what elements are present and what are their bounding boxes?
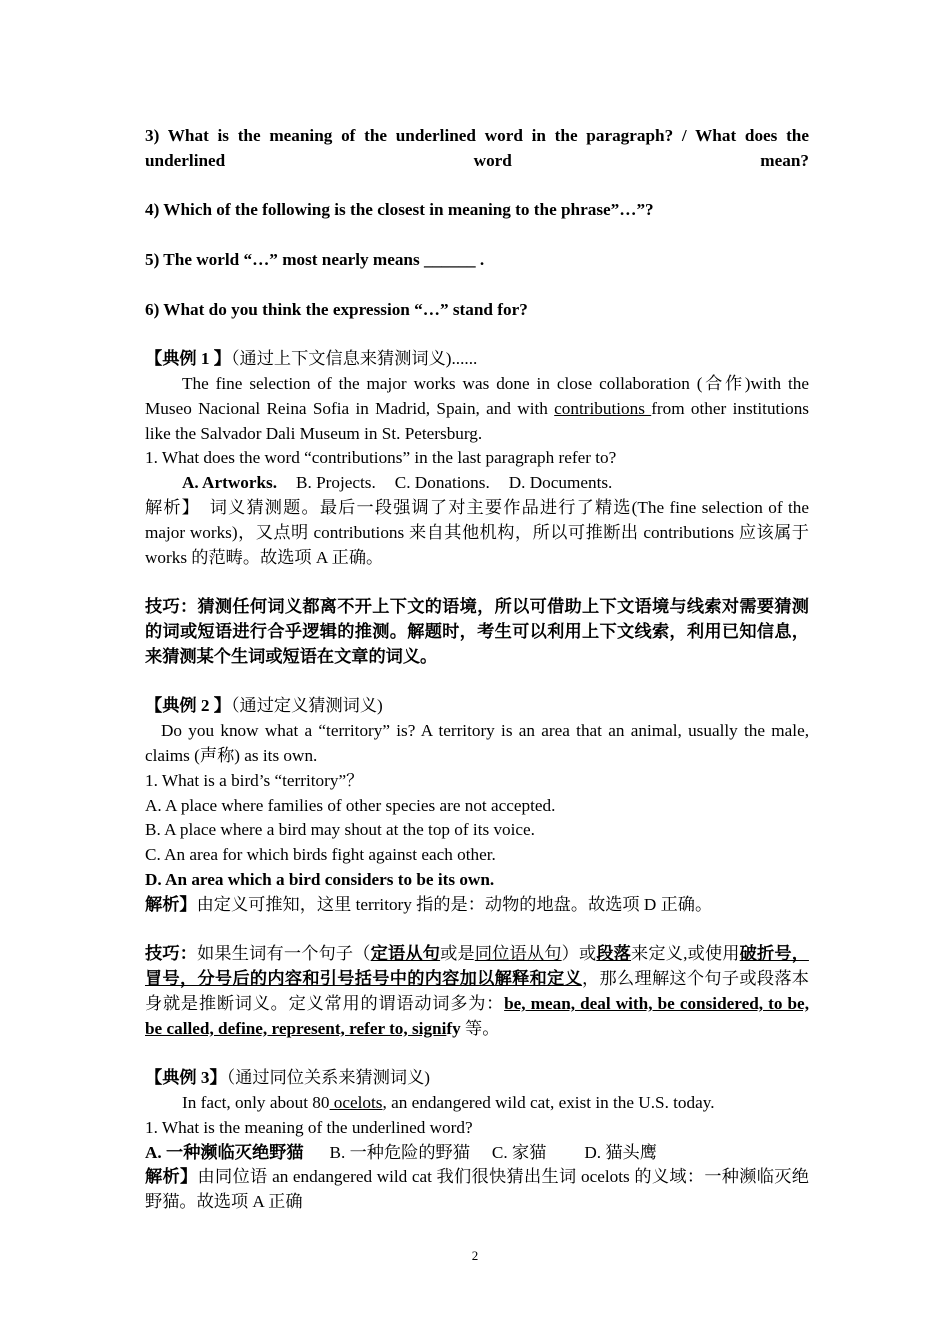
passage-text: from other institutions like the Salvador Dali Museum in St. Petersburg. (145, 398, 809, 443)
option-c: C. An area for which birds fight against each other. (145, 845, 496, 865)
option-a: A. Artworks. (182, 473, 278, 493)
tip-text: 来定义,或使用 (631, 944, 740, 964)
question-3: 3) What is the meaning of the underlined word in the paragraph? / What does the underlined word mean? (145, 126, 809, 170)
example-1-passage (145, 372, 809, 446)
option-d: D. Documents. (508, 473, 613, 493)
analysis-label: 解析】 (145, 1167, 198, 1187)
tip-emphasis: 破折号，冒号，分号后的内容和引号括号中的内容加以解释和定义 (145, 944, 809, 989)
example-1-tip: 技巧：猜测任何词义都离不开上下文的语境，所以可借助上下文语境与线索对需要猜测的词或短语进行合乎逻辑的推测。解题时，考生可以利用上下文线索，利用已知信息，来猜测某个生词或短语在文章的词义。 (145, 597, 809, 666)
tip-verbs: be, mean, deal with, be considered, to be, be called, define, represent, refer to, signi (145, 993, 809, 1038)
example-2-question: 1. What is a bird’s “territory”？ (145, 770, 364, 790)
example-2-analysis (145, 893, 809, 918)
tip-emphasis: 同位语从句 (474, 944, 562, 964)
page-number: 2 (471, 1248, 479, 1263)
tip-text: ）或 (561, 944, 597, 964)
option-b: B. Projects. (296, 473, 376, 493)
tip-verbs-end: fy (446, 1018, 461, 1038)
example-3-topic: （通过同位关系来猜测词义) (226, 1068, 431, 1088)
question-4: 4) Which of the following is the closest in meaning to the phrase”…”? (145, 200, 654, 220)
underlined-word: ocelots (329, 1093, 383, 1113)
passage-text: In fact, only about 80 (182, 1093, 330, 1113)
option-d: D. An area which a bird considers to be its own. (145, 869, 495, 889)
option-a: A. 一种濒临灭绝野猫 (145, 1142, 304, 1162)
option-b: B. A place where a bird may shout at the top of its voice. (145, 820, 535, 840)
analysis-text: 由同位语 an endangered wild cat 我们很快猜出生词 ocelots 的义域：一种濒临灭绝野猫。故选项 A 正确 (145, 1167, 809, 1212)
example-3-question: 1. What is the meaning of the underlined word? (145, 1117, 473, 1137)
tip-text: 或是 (440, 944, 475, 964)
passage-text: , an endangered wild cat, exist in the U.S. today. (382, 1093, 715, 1113)
example-1-options (145, 471, 809, 496)
example-1-question: 1. What does the word “contributions” in the last paragraph refer to? (145, 448, 617, 468)
example-2-tip (145, 942, 809, 1041)
tip-text: 等。 (460, 1018, 500, 1038)
question-5: 5) The world “…” most nearly means ______ . (145, 249, 485, 269)
tip-emphasis: 定语从句 (370, 944, 441, 964)
example-2-passage: Do you know what a “territory” is? A territory is an area that an animal, usually the male, claims (声称) as its own. (145, 721, 809, 765)
option-b: B. 一种危险的野猫 (329, 1142, 470, 1162)
example-3-analysis (145, 1165, 809, 1215)
option-d: D. 猫头鹰 (584, 1142, 657, 1162)
analysis-text: 词义猜测题。最后一段强调了对主要作品进行了精选(The fine selection of the major works)，又点明 contributions 来自其他机构，所以可推断出 contributions 应该属于 works 的范畴。故选项 A 正确。 (145, 497, 810, 567)
example-2-topic: （通过定义猜测词义) (230, 696, 383, 716)
example-3-passage (145, 1091, 809, 1116)
example-3-label: 【典例 3】 (145, 1068, 227, 1088)
analysis-text: 由定义可推知，这里 territory 指的是：动物的地盘。故选项 D 正确。 (196, 894, 713, 914)
example-1-heading (145, 347, 809, 372)
analysis-label: 解析】 (145, 894, 197, 914)
option-c: C. 家猫 (491, 1142, 547, 1162)
tip-text: 如果生词有一个句子（ (197, 944, 371, 964)
option-c: C. Donations. (394, 473, 490, 493)
analysis-label: 解析】 (145, 497, 192, 517)
tip-label: 技巧： (145, 944, 198, 964)
tip-emphasis: 段落 (596, 944, 632, 964)
option-a: A. A place where families of other species are not accepted. (145, 795, 556, 815)
underlined-word: contributions (554, 398, 652, 418)
question-6: 6) What do you think the expression “…” stand for? (145, 299, 528, 319)
example-3-options (145, 1141, 809, 1166)
tip-text: ，那么理解这个句子或段落本身就是推断词义。定义常用的谓语动词多为： (145, 969, 809, 1013)
example-1-analysis (145, 496, 809, 570)
example-1-topic: （通过上下文信息来猜测词义)...... (230, 349, 478, 369)
example-1-label: 【典例 1 】 (145, 349, 231, 369)
passage-text: The fine selection of the major works was done in close collaboration (合作)with the Museo Nacional Reina Sofia in Madrid, Spain, and with (145, 373, 809, 418)
example-2-heading (145, 694, 809, 719)
example-3-heading (145, 1066, 809, 1091)
example-2-label: 【典例 2 】 (145, 696, 231, 716)
document-page (145, 124, 809, 1215)
